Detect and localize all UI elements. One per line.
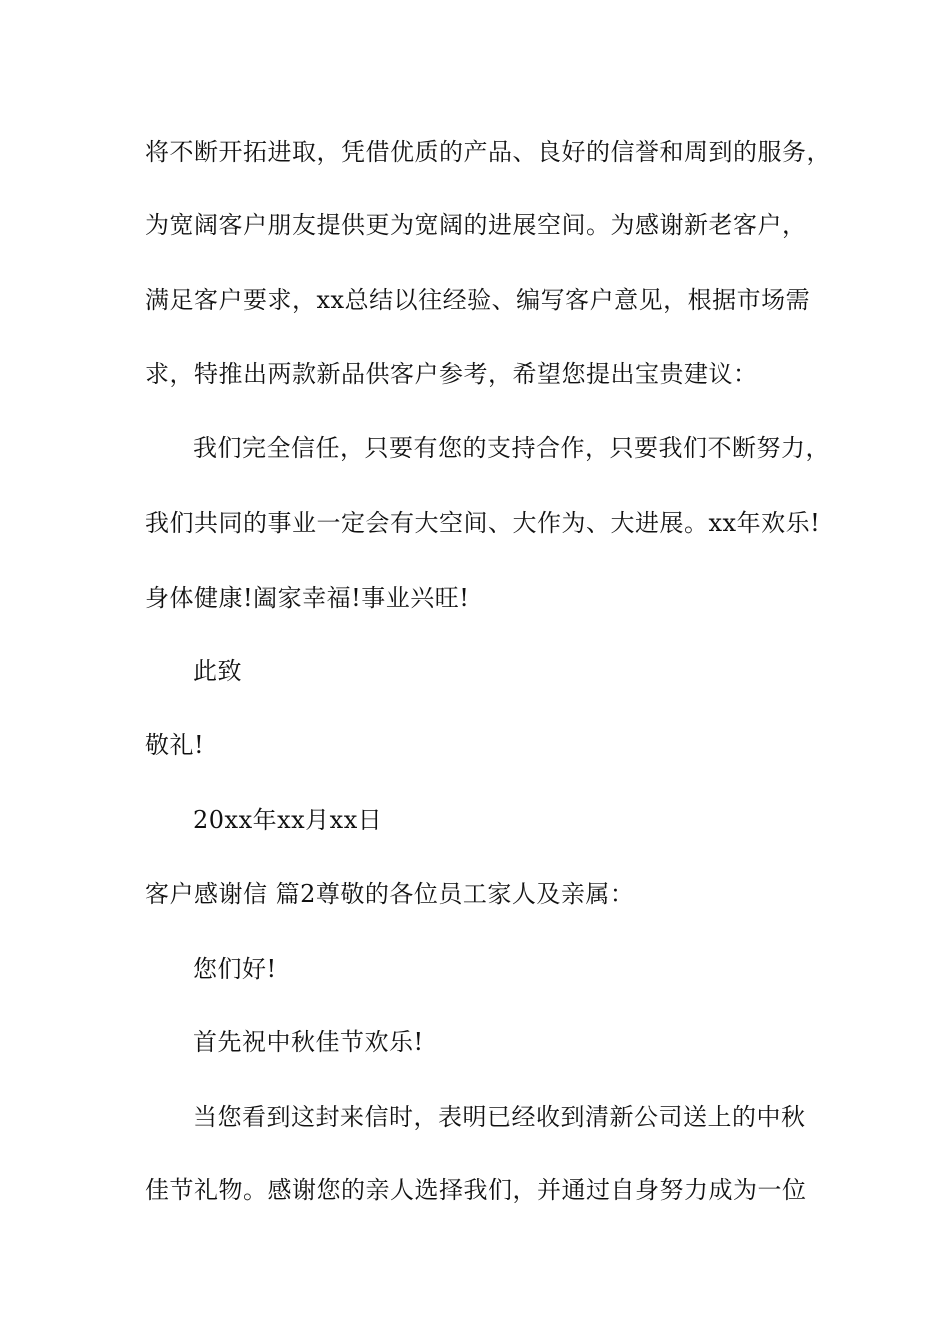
paragraph-line: 将不断开拓进取，凭借优质的产品、良好的信誉和周到的服务，	[145, 138, 831, 166]
section-heading: 客户感谢信 篇2尊敬的各位员工家人及亲属：	[145, 880, 635, 908]
paragraph-line: 我们共同的事业一定会有大空间、大作为、大进展。xx年欢乐!	[145, 509, 821, 537]
paragraph-line: 首先祝中秋佳节欢乐!	[193, 1028, 424, 1056]
closing-regards: 敬礼!	[145, 731, 205, 759]
paragraph-line: 为宽阔客户朋友提供更为宽阔的进展空间。为感谢新老客户，	[145, 211, 807, 239]
paragraph-line: 当您看到这封来信时，表明已经收到清新公司送上的中秋	[193, 1103, 806, 1131]
paragraph-line: 我们完全信任，只要有您的支持合作，只要我们不断努力，	[193, 434, 830, 462]
paragraph-line: 佳节礼物。感谢您的亲人选择我们，并通过自身努力成为一位	[145, 1176, 807, 1204]
paragraph-line: 满足客户要求，xx总结以往经验、编写客户意见，根据市场需	[145, 286, 811, 314]
paragraph-line: 求，特推出两款新品供客户参考，希望您提出宝贵建议：	[145, 360, 758, 388]
greeting-line: 您们好!	[193, 955, 277, 983]
letter-date: 20xx年xx月xx日	[193, 806, 383, 834]
closing-salutation: 此致	[193, 657, 242, 685]
paragraph-line: 身体健康!阖家幸福!事业兴旺!	[145, 584, 470, 612]
